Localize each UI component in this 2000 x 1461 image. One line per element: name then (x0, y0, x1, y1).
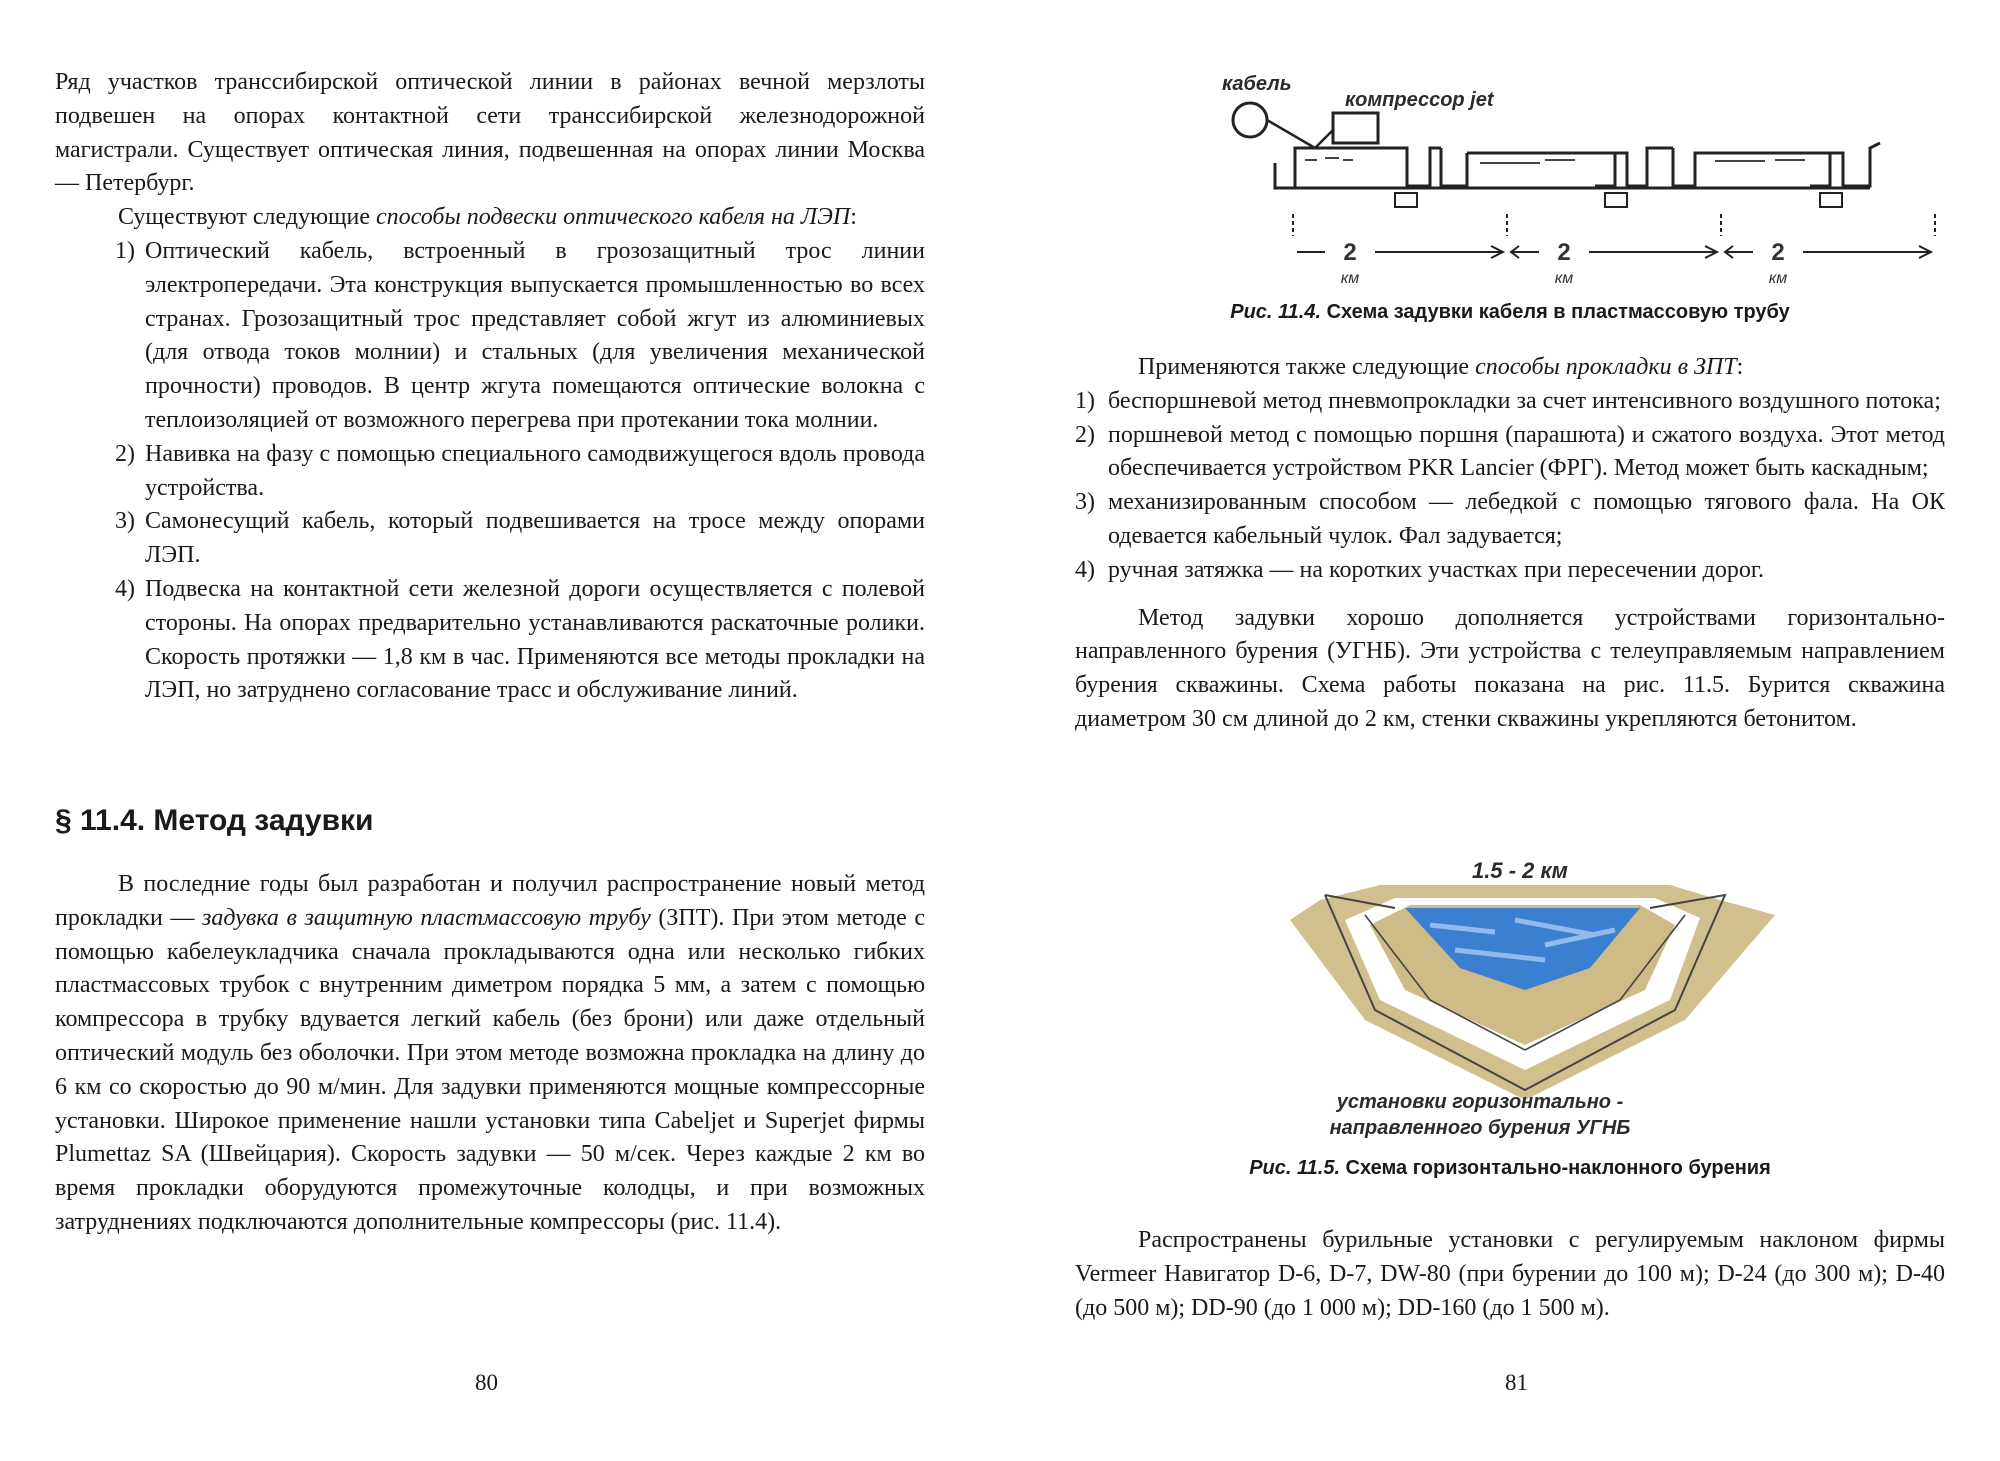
section-paragraph: В последние годы был разработан и получил распространение новый метод прокладки — задувка в защитную пластмассовую трубу (ЗПТ). При этом методе с помощью кабелеукладчика сначала прокладываются одна или несколько гибких пластмассовых трубок с внутренним диметром порядка 5 мм, а затем с помощью компрессора в трубку вдувается легкий кабель (без брони) или даже отдельный оптический модуль без оболочки. При этом методе возможна прокладка на длину до 6 км со скоростью до 90 м/мин. Для задувки применяются мощные компрессорные установки. Широкое применение нашли установки типа Cabeljet и Superjet фирмы Plumettaz SA (Швейцария). Скорость задувки — 50 м/сек. Через каждые 2 км во время прокладки оборудуются промежуточные колодцы, и при возможных затруднениях подключаются дополнительные компрессоры (рис. 11.4). (55, 871, 925, 1235)
laying-lead: Применяются также следующие способы прокладки в ЗПТ: (1138, 354, 1744, 380)
blowing-scheme-diagram (1075, 68, 1945, 288)
figure-11-5-caption: Рис. 11.5. Схема горизонтально-наклонного бурения (1249, 1157, 1771, 1179)
figure-11-5 (1075, 850, 1945, 1180)
figure-11-4-caption: Рис. 11.4. Схема задувки кабеля в пластмассовую трубу (1230, 301, 1790, 323)
compressor-icon (1333, 113, 1378, 143)
page-number-right: 81 (1505, 1370, 1528, 1395)
distance-2: 2 (1557, 239, 1571, 266)
final-paragraph: Распространены бурильные установки с регулируемым наклоном фирмы Vermeer Навигатор D-6, D-7, DW-80 (при бурении до 100 м); D-24 (до 300 м); D-40 (до 500 м); DD-90 (до 1 000 м); DD-160 (до 1 500 м). (1075, 1227, 1945, 1321)
intro-paragraph: Ряд участков транссибирской оптической линии в районах вечной мерзлоты подвешен на опорах контактной сети транссибирской железнодорожной магистрали. Существует оптическая линия, подвешенная на опорах линии Москва — Петербург. (55, 69, 925, 197)
distance-3: 2 (1771, 239, 1785, 266)
unit-1: км (1340, 270, 1360, 287)
horizontal-drilling-diagram (1075, 850, 1945, 1140)
dimension-lines (1293, 214, 1935, 258)
ground-profile (1275, 143, 1880, 188)
list-item: 3) механизированным способом — лебедкой с помощью тягового фала. На ОК одевается кабельный чулок. Фал задувается; (1075, 489, 1945, 549)
methods-lead: Существуют следующие способы подвески оптического кабеля на ЛЭП: (118, 204, 857, 231)
laying-methods-list (1075, 385, 1945, 588)
cable-label: кабель (1222, 73, 1292, 95)
compressor-label: компрессор jet (1345, 89, 1494, 111)
unit-3: км (1768, 270, 1788, 287)
list-item: 2) поршневой метод с помощью поршня (парашюта) и сжатого воздуха. Этот метод обеспечивается устройством PKR Lancier (ФРГ). Метод может быть каскадным; (1075, 421, 1945, 482)
section-heading: § 11.4. Метод задувки (55, 804, 374, 837)
suspension-methods-list (55, 235, 925, 708)
list-item: 2) Навивка на фазу с помощью специального самодвижущегося вдоль провода устройства. (115, 440, 925, 501)
cable-drum-icon (1233, 103, 1267, 137)
list-item: 4) Подвеска на контактной сети железной дороги осуществляется с полевой стороны. На опорах предварительно устанавливаются раскаточные ролики. Скорость протяжки — 1,8 км в час. Применяются все методы прокладки на ЛЭП, но затруднено согласование трасс и обслуживание линий. (115, 575, 925, 704)
figure-11-4 (1075, 68, 1945, 324)
list-item: 1) Оптический кабель, встроенный в грозозащитный трос линии электропередачи. Эта конструкция выпускается промышленностью во всех странах. Грозозащитный трос представляет собой жгут из алюминиевых (для отвода токов молнии) и стальных (для увеличения механической прочности) проводов. В центр жгута помещаются оптические волокна с теплоизоляцией от возможного перегрева при протекании тока молнии. (115, 237, 925, 433)
left-page (55, 0, 925, 1461)
drill-label-line2: направленного бурения УГНБ (1329, 1117, 1631, 1139)
unit-2: км (1554, 270, 1574, 287)
right-page (1075, 0, 1945, 1461)
drill-label-line1: установки горизонтально - (1336, 1091, 1624, 1113)
distance-1: 2 (1343, 239, 1357, 266)
list-item: 4) ручная затяжка — на коротких участках при пересечении дорог. (1075, 556, 1765, 583)
span-label: 1.5 - 2 км (1472, 858, 1568, 883)
drilling-paragraph: Метод задувки хорошо дополняется устройствами горизонтально-направленного бурения (УГНБ). Эти устройства с телеуправляемым направлением бурения скважины. Схема работы показана на рис. 11.5. Бурится скважина диаметром 30 см длиной до 2 км, стенки скважины укрепляются бетонитом. (1075, 604, 1945, 732)
list-item: 1) беспоршневой метод пневмопрокладки за счет интенсивного воздушного потока; (1075, 387, 1941, 414)
list-item: 3) Самонесущий кабель, который подвешивается на тросе между опорами ЛЭП. (115, 508, 925, 569)
page-number-left: 80 (475, 1370, 498, 1395)
